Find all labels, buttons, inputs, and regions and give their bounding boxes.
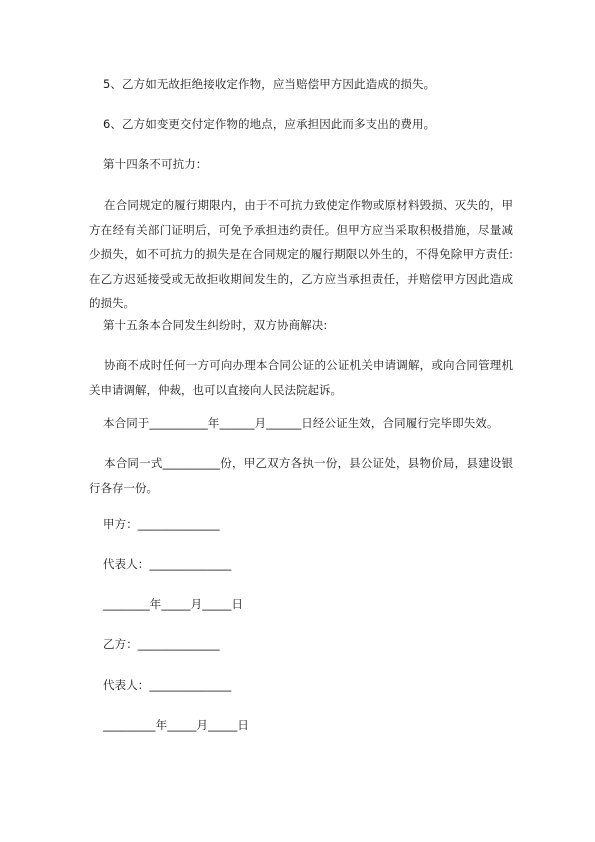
party-a-date: ________年_____月_____日 bbox=[103, 597, 244, 611]
clause-6: 6、乙方如变更交付定作物的地点，应承担因此而多支出的费用。 bbox=[103, 117, 436, 131]
article-15-title: 第十五条本合同发生纠纷时，双方协商解决: bbox=[103, 318, 328, 332]
party-b-signature: 乙方：______________ bbox=[103, 637, 220, 651]
clause-5: 5、乙方如无故拒绝接收定作物，应当赔偿甲方因此造成的损失。 bbox=[103, 77, 436, 91]
effective-clause: 本合同于__________年______月______日经公证生效，合同履行完毕即失效。 bbox=[103, 416, 499, 430]
party-b-date: _________年_____月_____日 bbox=[103, 718, 249, 732]
article-15-body: 协商不成时任何一方可向办理本合同公证的公证机关申请调解，或向合同管理机关申请调解，仲裁，也可以直接向人民法院起诉。 bbox=[89, 358, 513, 397]
party-b-representative: 代表人：______________ bbox=[103, 678, 232, 692]
party-a-signature: 甲方：______________ bbox=[103, 517, 220, 531]
copies-clause: 本合同一式__________份，甲乙双方各执一份，县公证处，县物价局，县建设银行各存一份。 bbox=[89, 456, 513, 495]
party-a-representative: 代表人：______________ bbox=[103, 557, 232, 571]
article-14-body: 在合同规定的履行期限内，由于不可抗力致使定作物或原材料毁损、灭失的，甲方在经有关部门证明后，可免予承担违约责任。但甲方应当采取积极措施，尽量减少损失，如不可抗力的损失是在合同规定的履行期限以外生的，不得免除甲方责任:在乙方迟延接受或无故拒收期间发生的，乙方应当承担责任，并赔偿甲方因此造成的损失。 bbox=[89, 198, 513, 310]
article-14-title: 第十四条不可抗力： bbox=[103, 157, 208, 171]
